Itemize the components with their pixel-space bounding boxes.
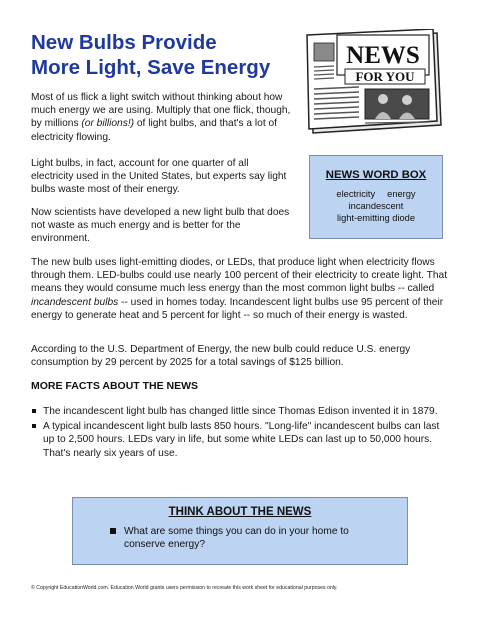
facts-heading: MORE FACTS ABOUT THE NEWS <box>31 380 199 392</box>
list-item <box>31 420 451 460</box>
paragraph-3: Now scientists have developed a new light bulb that does not waste as much energy and is better for the environment. <box>31 207 290 245</box>
bullet-icon <box>32 409 36 413</box>
paragraph-4-emphasis: incandescent bulbs <box>31 296 119 308</box>
think-title: THINK ABOUT THE NEWS <box>168 506 312 518</box>
think-about-box <box>72 497 408 565</box>
title-line-1: New Bulbs Provide <box>31 31 217 54</box>
facts-list <box>31 405 451 462</box>
logo-foryou-text: FOR YOU <box>355 69 415 84</box>
paragraph-1-part-a: Most of us flick a light switch without thinking about how much energy we are using. Multiply that one flick, though, by millions <box>31 92 291 130</box>
fact-text: The incandescent light bulb has changed little since Thomas Edison invented it in 1879. <box>43 406 438 417</box>
square-bullet-icon <box>110 528 116 534</box>
logo-news-text: NEWS <box>346 42 420 69</box>
word-box-row-1 <box>310 188 442 200</box>
copyright-footer: © Copyright EducationWorld.com. Education World grants users permission to recreate this work sheet for educational purposes only. <box>31 585 338 591</box>
paragraph-5: According to the U.S. Department of Energy, the new bulb could reduce U.S. energy consumption by 29 percent by 2025 for a total savings of $125 billion. <box>31 344 411 369</box>
title-line-2: More Light, Save Energy <box>31 56 271 79</box>
paragraph-2: Light bulbs, in fact, account for one quarter of all electricity used in the United States, but experts say light bulbs waste most of their energy. <box>31 158 287 196</box>
page-title <box>31 30 270 80</box>
bullet-icon <box>32 424 36 428</box>
word-energy: energy <box>387 189 416 199</box>
word-light-emitting-diode: light-emitting diode <box>336 213 416 223</box>
word-electricity: electricity <box>336 189 376 199</box>
paragraph-4-part-a: The new bulb uses light-emitting diodes, or LEDs, that produce light when electricity flows through them. LED-bulbs could use nearly 100 percent of their electricity to create light. That means they would consume much less energy than the most common light bulbs -- called <box>31 257 448 295</box>
paragraph-1 <box>31 91 301 144</box>
paragraph-4 <box>31 256 455 322</box>
paragraph-1-part-b: of light bulbs, and that's a lot of electricity flowing. <box>31 118 278 143</box>
think-question: What are some things you can do in your home to conserve energy? <box>124 526 349 550</box>
paragraph-1-emphasis: (or billions!) <box>81 118 135 130</box>
news-word-box <box>309 155 443 239</box>
paragraph-4-part-b: -- used in homes today. Incandescent light bulbs use 95 percent of their energy to generate heat and 5 percent for light -- so much of their energy is wasted. <box>31 296 444 321</box>
news-for-you-logo <box>303 29 445 138</box>
word-incandescent: incandescent <box>348 201 404 211</box>
word-box-title: NEWS WORD BOX <box>325 169 427 181</box>
fact-text: A typical incandescent light bulb lasts 850 hours. "Long-life" incandescent bulbs can last up to 2,500 hours. LEDs vary in life, but some white LEDs can last up to 50,000 hours. That's nearly six years of use. <box>43 421 440 459</box>
think-question-item <box>110 525 377 551</box>
list-item <box>31 405 451 418</box>
